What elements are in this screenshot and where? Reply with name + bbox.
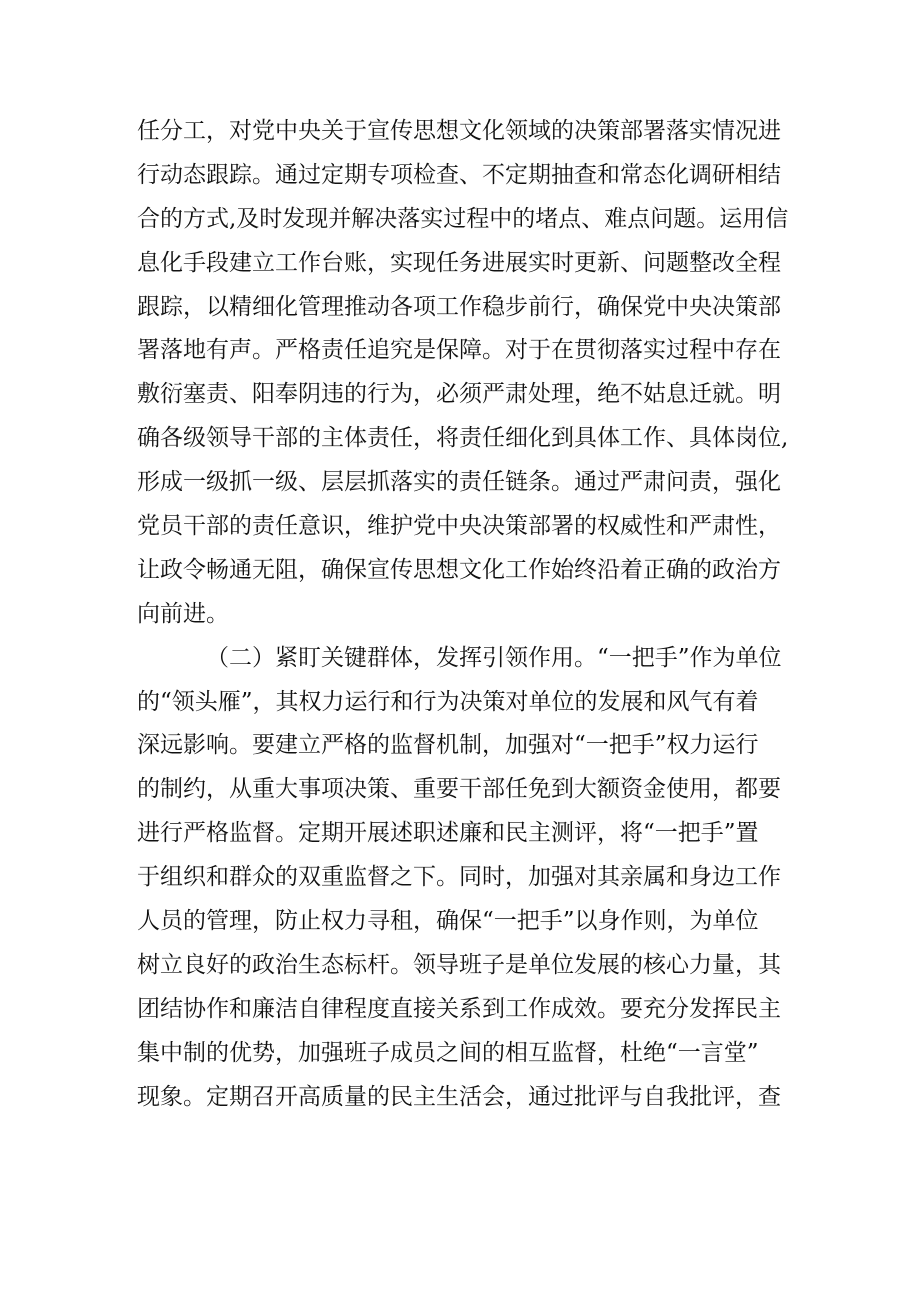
text-line: 于组织和群众的双重监督之下。同时，加强对其亲属和身边工作	[137, 864, 781, 891]
text-line: 党员干部的责任意识，维护党中央决策部署的权威性和严肃性，	[137, 513, 781, 540]
text-line: 进行严格监督。定期开展述职述廉和民主测评，将“一把手”置	[137, 820, 759, 847]
text-line: 现象。定期召开高质量的民主生活会，通过批评与自我批评，查	[137, 1083, 781, 1110]
text-line: 的制约，从重大事项决策、重要干部任免到大额资金使用，都要	[137, 776, 781, 803]
text-line: 合的方式,及时发现并解决落实过程中的堵点、难点问题。运用信	[137, 205, 789, 232]
text-line: 的“领头雁”，其权力运行和行为决策对单位的发展和风气有着	[137, 688, 759, 715]
text-line: 深远影响。要建立严格的监督机制，加强对“一把手”权力运行	[137, 732, 759, 759]
text-line: 行动态跟踪。通过定期专项检查、不定期抽查和常态化调研相结	[137, 161, 781, 188]
text-line: 息化手段建立工作台账，实现任务进展实时更新、问题整改全程	[137, 249, 781, 276]
text-line: 敷衍塞责、阳奉阴违的行为，必须严肃处理，绝不姑息迁就。明	[137, 381, 781, 408]
text-line: 向前进。	[137, 600, 229, 627]
text-line: 署落地有声。严格责任追究是保障。对于在贯彻落实过程中存在	[137, 337, 781, 364]
text-line: 人员的管理，防止权力寻租，确保“一把手”以身作则，为单位	[137, 908, 759, 935]
text-line-indented: （二）紧盯关键群体，发挥引领作用。“一把手”作为单位	[206, 644, 782, 671]
paragraph-1	[137, 110, 797, 637]
text-line: 确各级领导干部的主体责任，将责任细化到具体工作、具体岗位,	[137, 425, 789, 452]
document-body	[137, 110, 797, 1119]
text-line: 形成一级抓一级、层层抓落实的责任链条。通过严肃问责，强化	[137, 469, 781, 496]
text-line: 跟踪，以精细化管理推动各项工作稳步前行，确保党中央决策部	[137, 293, 781, 320]
text-line: 集中制的优势，加强班子成员之间的相互监督，杜绝“一言堂”	[137, 1039, 759, 1066]
text-line: 让政令畅通无阻，确保宣传思想文化工作始终沿着正确的政治方	[137, 556, 781, 583]
text-line: 任分工，对党中央关于宣传思想文化领域的决策部署落实情况进	[137, 118, 781, 144]
text-line: 树立良好的政治生态标杆。领导班子是单位发展的核心力量，其	[137, 951, 781, 978]
paragraph-2	[137, 637, 797, 1120]
text-line: 团结协作和廉洁自律程度直接关系到工作成效。要充分发挥民主	[137, 995, 781, 1022]
